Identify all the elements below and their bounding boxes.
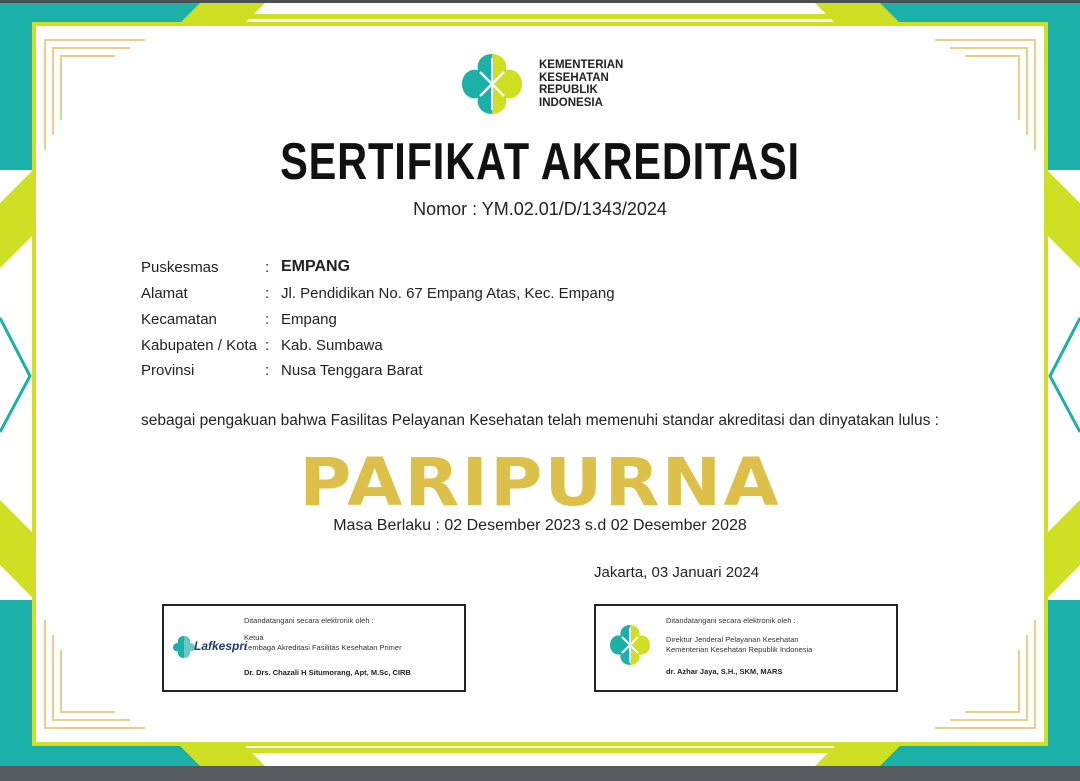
signer-name: Dr. Drs. Chazali H Situmorang, Apt, M.Sc, CIRB: [244, 668, 411, 677]
detail-colon: :: [265, 362, 270, 379]
ministry-logo-small-icon: [606, 620, 654, 670]
signature-box-lafkespri: [162, 604, 466, 692]
signed-electronically-text: Ditandatangani secara elektronik oleh :: [244, 616, 374, 625]
signer-role-line: Direktur Jenderal Pelayanan Kesehatan: [666, 635, 799, 644]
detail-value-alamat: Jl. Pendidikan No. 67 Empang Atas, Kec. Empang: [281, 285, 615, 302]
detail-colon: :: [265, 311, 270, 328]
detail-label-provinsi: Provinsi: [141, 362, 195, 379]
ministry-name-line: KEMENTERIAN: [539, 59, 624, 71]
signer-role-line: Kementerian Kesehatan Republik Indonesia: [666, 644, 813, 654]
ministry-name-line: REPUBLIK: [539, 84, 598, 96]
lafkespri-logo-icon: [173, 635, 195, 659]
bottom-bar: [0, 766, 1080, 781]
detail-colon: :: [265, 337, 270, 354]
signer-role-line: Lembaga Akreditasi Fasilitas Kesehatan Primer: [244, 642, 402, 652]
signer-role: [666, 635, 812, 654]
detail-value-puskesmas: EMPANG: [281, 258, 351, 275]
ministry-name-line: KESEHATAN: [539, 71, 609, 84]
certificate-title: SERTIFIKAT AKREDITASI: [280, 133, 800, 191]
detail-colon: :: [265, 285, 270, 302]
signer-role: [244, 633, 402, 652]
detail-value-kecamatan: Empang: [281, 311, 337, 328]
detail-label-puskesmas: Puskesmas: [141, 259, 219, 276]
signer-name: dr. Azhar Jaya, S.H., SKM, MARS: [666, 667, 783, 676]
certificate-number: Nomor : YM.02.01/D/1343/2024: [413, 199, 667, 219]
ministry-name: [539, 59, 623, 109]
detail-colon: :: [265, 259, 270, 276]
signer-role-line: Ketua: [244, 633, 264, 642]
accreditation-result: PARIPURNA: [299, 444, 781, 521]
ministry-logo: [456, 48, 528, 120]
signed-electronically-text: Ditandatangani secara elektronik oleh :: [666, 616, 796, 625]
signature-box-ministry: [594, 604, 898, 692]
detail-label-alamat: Alamat: [141, 285, 188, 302]
detail-label-kecamatan: Kecamatan: [141, 311, 217, 328]
place-date: Jakarta, 03 Januari 2024: [594, 564, 760, 581]
detail-label-kabupaten: Kabupaten / Kota: [141, 337, 257, 354]
validity-period: Masa Berlaku : 02 Desember 2023 s.d 02 Desember 2028: [333, 517, 747, 534]
detail-value-provinsi: Nusa Tenggara Barat: [281, 362, 423, 379]
accreditation-statement: sebagai pengakuan bahwa Fasilitas Pelayanan Kesehatan telah memenuhi standar akreditasi dan dinyatakan lulus :: [141, 412, 939, 429]
ministry-name-line: INDONESIA: [539, 96, 603, 109]
detail-value-kabupaten: Kab. Sumbawa: [281, 337, 383, 354]
lafkespri-logo-text: Lafkespri: [194, 639, 248, 653]
